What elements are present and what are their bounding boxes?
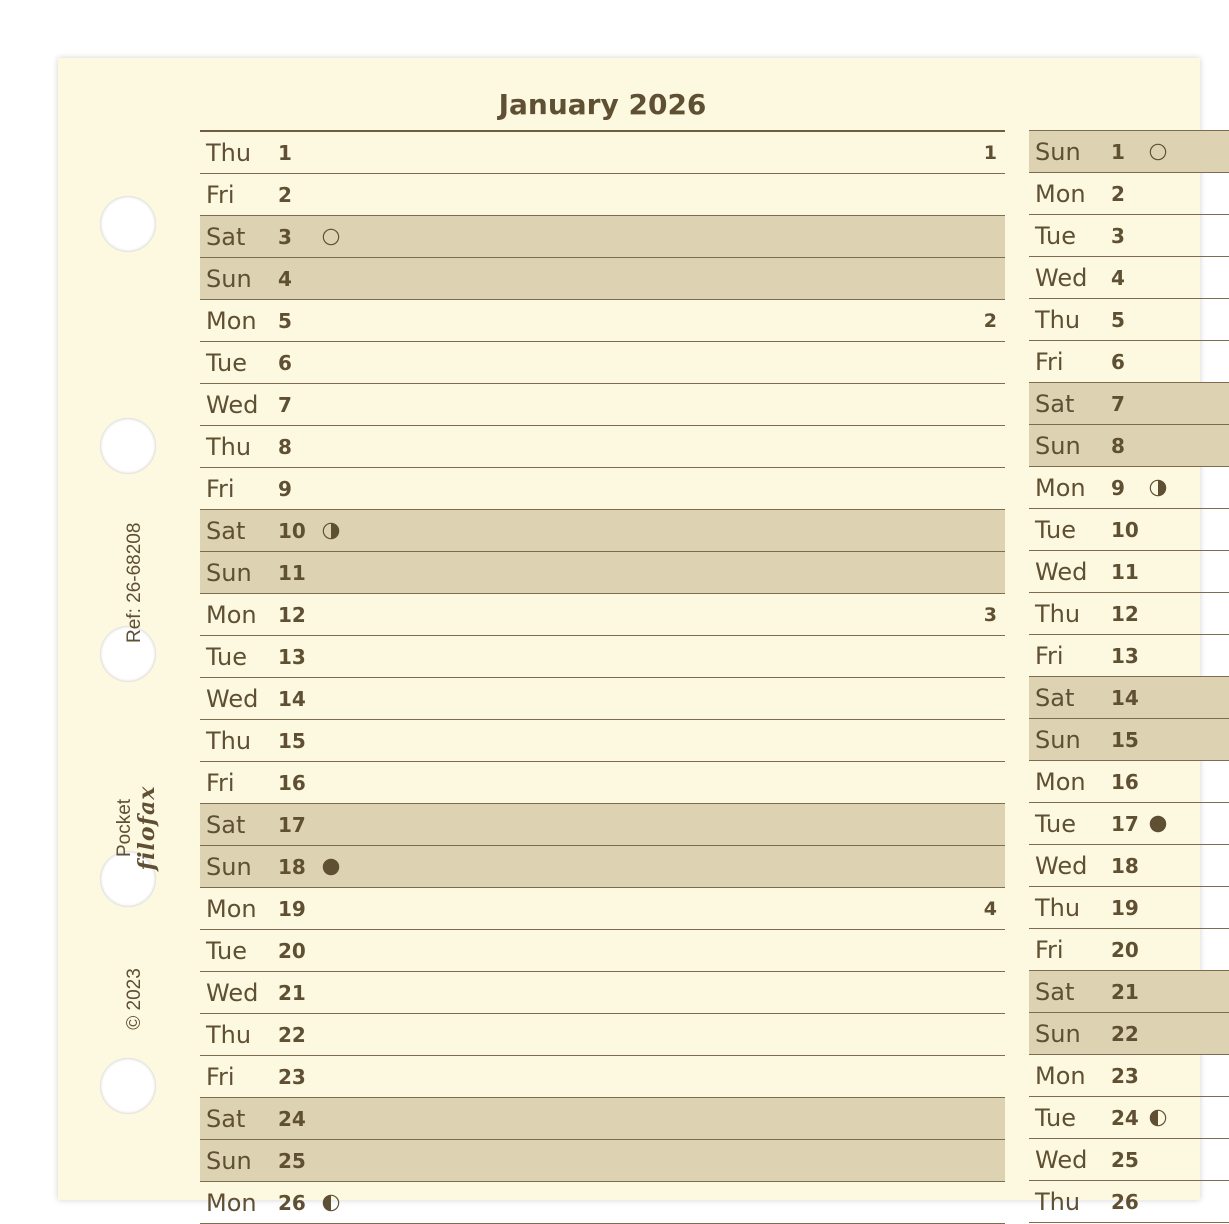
day-row [1029,929,1229,971]
day-number: 17 [1111,811,1139,836]
day-row [1029,1139,1229,1181]
day-number: 22 [278,1022,306,1047]
day-name: Wed [1035,263,1088,292]
day-number: 8 [278,434,292,459]
day-number: 26 [1111,1189,1139,1214]
day-name: Thu [206,726,252,755]
day-row [200,174,1005,216]
day-name: Wed [1035,1145,1088,1174]
day-row [200,300,1005,342]
filofax-logo: filofax [134,785,160,871]
day-number: 9 [278,476,292,501]
day-number: 2 [278,182,292,207]
day-name: Fri [206,1062,235,1091]
day-name: Wed [206,978,259,1007]
day-name: Mon [206,894,257,923]
day-name: Sun [1035,725,1081,754]
week-number: 3 [983,603,997,626]
day-number: 23 [278,1064,306,1089]
day-name: Sat [1035,977,1075,1006]
day-row [200,930,1005,972]
day-name: Wed [1035,851,1088,880]
day-number: 26 [278,1190,306,1215]
day-row [200,1140,1005,1182]
day-row [200,510,1005,552]
day-row [200,384,1005,426]
day-number: 14 [278,686,306,711]
day-name: Mon [1035,767,1086,796]
last-quarter-moon-icon [1149,479,1167,497]
day-name: Fri [1035,935,1064,964]
day-row [1029,719,1229,761]
day-row [200,216,1005,258]
day-number: 7 [1111,391,1125,416]
day-number: 23 [1111,1063,1139,1088]
day-name: Tue [206,936,247,965]
day-number: 5 [1111,307,1125,332]
day-name: Wed [1035,557,1088,586]
day-name: Sat [1035,389,1075,418]
punch-hole [100,196,156,252]
day-name: Tue [1035,1103,1076,1132]
day-name: Tue [1035,809,1076,838]
day-row [200,678,1005,720]
day-row [1029,551,1229,593]
week-number: 1 [983,141,997,164]
day-number: 1 [1111,139,1125,164]
day-row [200,552,1005,594]
day-name: Sat [206,1104,246,1133]
day-row [1029,130,1229,173]
day-name: Thu [1035,599,1081,628]
day-number: 21 [1111,979,1139,1004]
day-number: 13 [278,644,306,669]
copyright: © 2023 [124,968,145,1030]
day-number: 10 [1111,517,1139,542]
day-row [1029,803,1229,845]
day-row [200,468,1005,510]
day-name: Mon [206,600,257,629]
day-number: 3 [278,224,292,249]
day-name: Mon [1035,179,1086,208]
day-name: Tue [1035,221,1076,250]
day-row [1029,299,1229,341]
day-name: Sat [206,810,246,839]
day-number: 24 [278,1106,306,1131]
day-row [1029,1181,1229,1223]
day-number: 19 [1111,895,1139,920]
day-row [200,1014,1005,1056]
day-number: 13 [1111,643,1139,668]
day-number: 22 [1111,1021,1139,1046]
day-number: 12 [1111,601,1139,626]
day-number: 12 [278,602,306,627]
day-number: 15 [1111,727,1139,752]
day-number: 18 [278,854,306,879]
day-row [200,972,1005,1014]
day-name: Fri [206,474,235,503]
day-name: Mon [206,1188,257,1217]
day-number: 10 [278,518,306,543]
day-number: 4 [1111,265,1125,290]
day-row [200,342,1005,384]
day-name: Thu [1035,305,1081,334]
day-number: 14 [1111,685,1139,710]
day-row [1029,173,1229,215]
day-row [200,1098,1005,1140]
day-number: 8 [1111,433,1125,458]
day-number: 20 [1111,937,1139,962]
week-number: 2 [983,309,997,332]
day-name: Tue [206,642,247,671]
first-quarter-moon-icon [1149,1109,1167,1127]
day-number: 25 [278,1148,306,1173]
day-row [1029,467,1229,509]
day-name: Mon [206,306,257,335]
day-row [200,636,1005,678]
day-row [1029,845,1229,887]
day-name: Wed [206,390,259,419]
day-row [200,1182,1005,1224]
day-row [1029,341,1229,383]
day-row [1029,593,1229,635]
day-name: Tue [206,348,247,377]
day-name: Thu [1035,1187,1081,1216]
day-row [1029,761,1229,803]
day-row [1029,257,1229,299]
day-row [1029,971,1229,1013]
full-moon-icon [322,228,340,246]
reference-code: Ref: 26-68208 [124,522,145,643]
day-row [1029,677,1229,719]
day-name: Fri [1035,347,1064,376]
day-name: Sun [206,264,252,293]
day-name: Sat [1035,683,1075,712]
day-number: 6 [1111,349,1125,374]
punch-hole [100,1058,156,1114]
full-moon-icon [1149,143,1167,161]
day-row [200,720,1005,762]
day-number: 5 [278,308,292,333]
day-number: 21 [278,980,306,1005]
day-row [1029,1013,1229,1055]
day-row [1029,1097,1229,1139]
day-name: Thu [1035,893,1081,922]
first-quarter-moon-icon [322,1194,340,1212]
day-row [200,132,1005,174]
day-name: Tue [1035,515,1076,544]
day-name: Thu [206,1020,252,1049]
day-name: Fri [206,180,235,209]
day-name: Sat [206,222,246,251]
day-number: 11 [278,560,306,585]
day-name: Thu [206,432,252,461]
day-number: 2 [1111,181,1125,206]
day-row [200,762,1005,804]
day-name: Sun [206,1146,252,1175]
day-number: 1 [278,140,292,165]
day-name: Sun [1035,137,1081,166]
day-number: 4 [278,266,292,291]
new-moon-icon [322,858,340,876]
day-row [1029,383,1229,425]
day-row [200,888,1005,930]
day-number: 18 [1111,853,1139,878]
day-row [200,258,1005,300]
day-row [200,594,1005,636]
day-number: 9 [1111,475,1125,500]
day-row [1029,887,1229,929]
day-number: 20 [278,938,306,963]
day-row [200,426,1005,468]
day-name: Fri [206,768,235,797]
day-row [1029,635,1229,677]
day-number: 7 [278,392,292,417]
brand-size: Pocket [114,798,135,858]
day-row [200,804,1005,846]
day-row [200,846,1005,888]
day-number: 6 [278,350,292,375]
day-number: 15 [278,728,306,753]
day-row [1029,215,1229,257]
day-name: Sun [206,558,252,587]
day-row [1029,1055,1229,1097]
new-moon-icon [1149,815,1167,833]
day-number: 11 [1111,559,1139,584]
day-name: Sat [206,516,246,545]
day-row [200,1056,1005,1098]
last-quarter-moon-icon [322,522,340,540]
day-number: 3 [1111,223,1125,248]
day-name: Mon [1035,473,1086,502]
day-number: 16 [1111,769,1139,794]
day-number: 24 [1111,1105,1139,1130]
month-column-january [200,130,1005,1224]
day-name: Sun [1035,1019,1081,1048]
day-number: 16 [278,770,306,795]
day-row [1029,425,1229,467]
month-column-next [1029,130,1229,1223]
day-row [1029,509,1229,551]
brand-mark [114,758,158,898]
day-name: Fri [1035,641,1064,670]
day-name: Sun [1035,431,1081,460]
day-name: Sun [206,852,252,881]
day-number: 17 [278,812,306,837]
punch-hole [100,418,156,474]
day-name: Wed [206,684,259,713]
diary-page [58,58,1200,1217]
day-name: Thu [206,138,252,167]
day-name: Mon [1035,1061,1086,1090]
week-number: 4 [983,897,997,920]
month-title: January 2026 [498,88,707,121]
day-number: 19 [278,896,306,921]
day-number: 25 [1111,1147,1139,1172]
